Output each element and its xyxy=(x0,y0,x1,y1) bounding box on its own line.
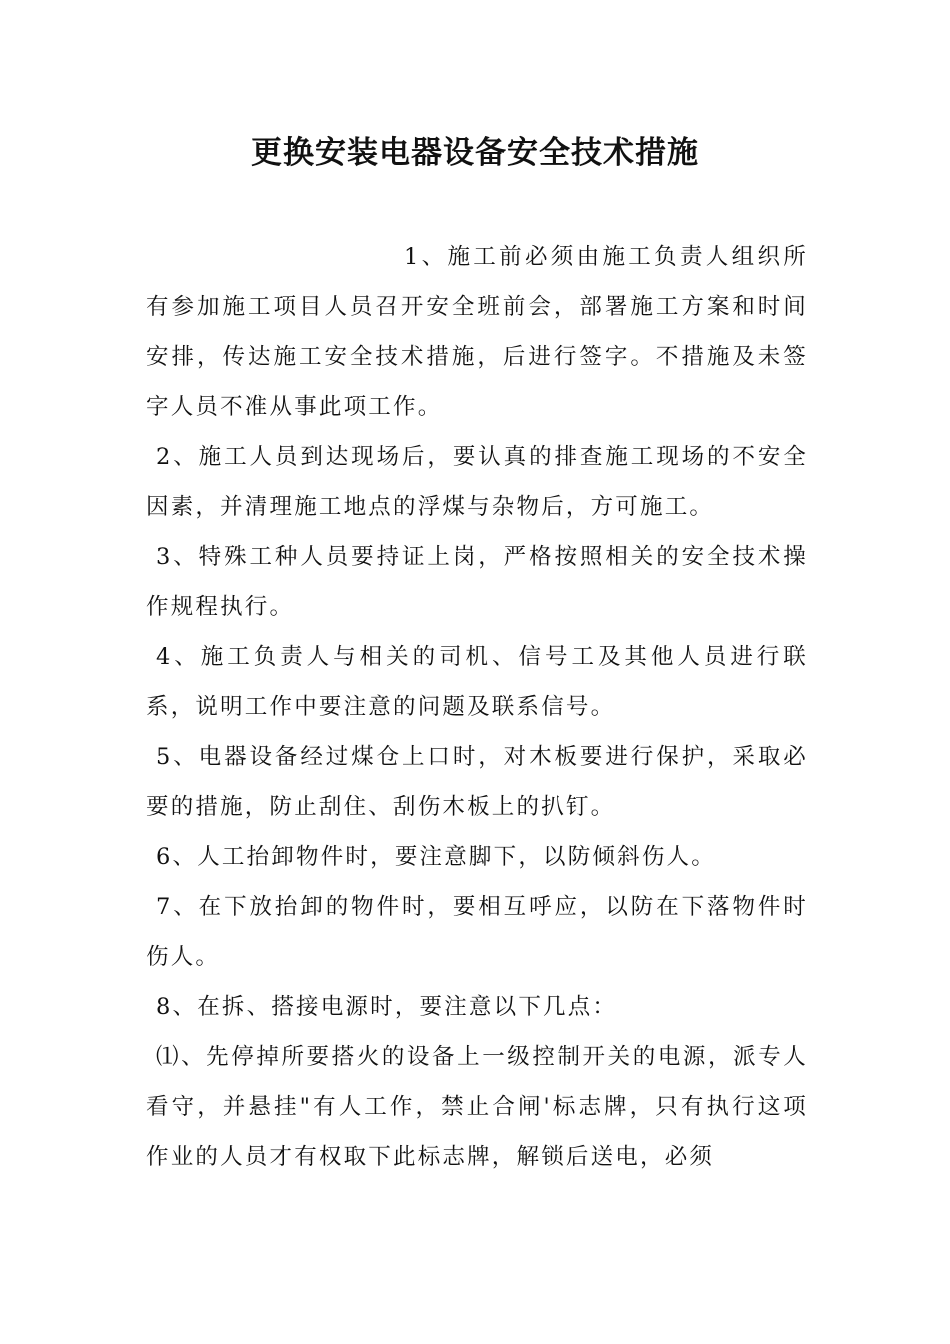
paragraph-3: 3、特殊工种人员要持证上岗，严格按照相关的安全技术操作规程执行。 xyxy=(146,544,808,620)
paragraph-4: 4、施工负责人与相关的司机、信号工及其他人员进行联系，说明工作中要注意的问题及联系信号。 xyxy=(146,644,808,720)
document-body xyxy=(146,232,808,1182)
paragraph-2: 2、施工人员到达现场后，要认真的排查施工现场的不安全因素，并清理施工地点的浮煤与杂物后，方可施工。 xyxy=(146,444,808,520)
document-title: 更换安装电器设备安全技术措施 xyxy=(251,135,699,171)
paragraph-8: 8、在拆、搭接电源时，要注意以下几点： xyxy=(156,994,618,1020)
paragraph-1: 1、施工前必须由施工负责人组织所有参加施工项目人员召开安全班前会，部署施工方案和时间安排，传达施工安全技术措施，后进行签字。不措施及未签字人员不准从事此项工作。 xyxy=(146,244,808,420)
paragraph-6: 6、人工抬卸物件时，要注意脚下，以防倾斜伤人。 xyxy=(156,844,716,870)
paragraph-5: 5、电器设备经过煤仓上口时，对木板要进行保护，采取必要的措施，防止刮住、刮伤木板上的扒钉。 xyxy=(146,744,808,820)
paragraph-7: 7、在下放抬卸的物件时，要相互呼应，以防在下落物件时伤人。 xyxy=(146,894,808,970)
paragraph-9: ⑴、先停掉所要搭火的设备上一级控制开关的电源，派专人看守，并悬挂"有人工作，禁止合闸'标志牌，只有执行这项作业的人员才有权取下此标志牌，解锁后送电，必须 xyxy=(146,1044,808,1170)
